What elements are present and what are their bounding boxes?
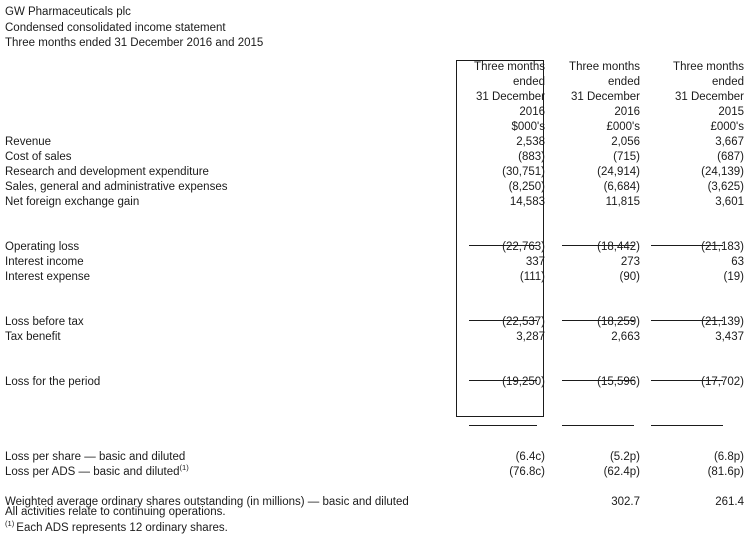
table-body xyxy=(5,135,744,510)
header-blank-1 xyxy=(5,60,456,75)
rule-line xyxy=(651,380,723,381)
spacer-cell xyxy=(5,435,456,450)
header-blank-4 xyxy=(5,105,456,120)
row-label-interest-income: Interest income xyxy=(5,256,84,268)
rule-line xyxy=(469,320,537,321)
row-value-tax-benefit-gbp-2016: 2,663 xyxy=(611,331,640,343)
spacer-cell xyxy=(640,435,744,450)
row-value-weighted-average-shares-gbp-2016: 302.7 xyxy=(611,496,640,508)
row-value-weighted-average-shares-gbp-2015: 261.4 xyxy=(715,496,744,508)
row-value-operating-loss-usd-2016: (22,763) xyxy=(502,241,545,253)
row-label-cost-of-sales: Cost of sales xyxy=(5,151,72,163)
row-value-revenue-gbp-2015: 3,667 xyxy=(715,136,744,148)
spacer-cell xyxy=(456,210,545,225)
row-value-operating-loss-gbp-2016: (18,442) xyxy=(597,241,640,253)
rule-blank xyxy=(5,360,456,375)
row-value-loss-per-ads-usd-2016: (76.8c) xyxy=(509,466,545,478)
row-value-loss-for-the-period-gbp-2015: (17,702) xyxy=(701,376,744,388)
spacer-cell xyxy=(545,435,640,450)
rule-gbp-2016 xyxy=(545,225,640,240)
spacer-cell xyxy=(5,285,456,300)
table-row xyxy=(5,195,744,210)
rule-line xyxy=(562,245,634,246)
table-row xyxy=(5,270,744,285)
row-value-tax-benefit-gbp-2015: 3,437 xyxy=(715,331,744,343)
statement-title: Condensed consolidated income statement xyxy=(5,21,226,34)
rule-usd-2016 xyxy=(456,360,545,375)
header-row-line1 xyxy=(5,60,744,75)
table-row xyxy=(5,450,744,465)
rule-blank xyxy=(5,225,456,240)
spacer-cell xyxy=(545,420,640,435)
rule-usd-2016 xyxy=(456,405,545,420)
spacer-row xyxy=(5,435,744,450)
rule-usd-2016 xyxy=(456,300,545,315)
spacer-cell xyxy=(456,285,545,300)
rule-line xyxy=(651,245,723,246)
spacer-cell xyxy=(545,345,640,360)
row-label-tax-benefit: Tax benefit xyxy=(5,331,61,343)
row-value-revenue-gbp-2016: 2,056 xyxy=(611,136,640,148)
row-value-interest-expense-gbp-2015: (19) xyxy=(723,271,744,283)
row-value-cost-of-sales-gbp-2015: (687) xyxy=(717,151,744,163)
statement-period: Three months ended 31 December 2016 and 2015 xyxy=(5,37,264,49)
row-label-revenue: Revenue xyxy=(5,136,52,148)
spacer-cell xyxy=(5,390,456,405)
row-value-weighted-average-shares-usd-2016 xyxy=(456,495,545,510)
spacer-cell xyxy=(456,435,545,450)
spacer-row xyxy=(5,390,744,405)
row-label-loss-before-tax: Loss before tax xyxy=(5,316,84,328)
header-gbp-2016-line1: Three months xyxy=(569,61,640,73)
rule-line xyxy=(469,425,537,426)
row-label-sga: Sales, general and administrative expenses xyxy=(5,181,228,193)
row-value-net-fx-gain-gbp-2015: 3,601 xyxy=(715,196,744,208)
header-blank-2 xyxy=(5,75,456,90)
document-header xyxy=(5,5,263,52)
subtotal-rule-loss-for-period-bottom xyxy=(5,405,744,420)
row-value-loss-per-share-usd-2016: (6.4c) xyxy=(515,451,545,463)
row-value-net-fx-gain-usd-2016: 14,583 xyxy=(509,196,545,208)
table-row xyxy=(5,135,744,150)
table-row xyxy=(5,330,744,345)
header-row-line3 xyxy=(5,90,744,105)
spacer-row xyxy=(5,480,744,495)
row-label-interest-expense: Interest expense xyxy=(5,271,91,283)
row-value-research-development-gbp-2015: (24,139) xyxy=(701,166,744,178)
spacer-cell xyxy=(456,480,545,495)
header-row-line2 xyxy=(5,75,744,90)
rule-line xyxy=(562,425,634,426)
spacer-row xyxy=(5,285,744,300)
rule-line xyxy=(562,320,634,321)
table-row xyxy=(5,255,744,270)
spacer-cell xyxy=(640,390,744,405)
spacer-cell xyxy=(456,390,545,405)
spacer-cell xyxy=(5,420,456,435)
table-row xyxy=(5,465,744,480)
row-value-sga-usd-2016: (8,250) xyxy=(508,181,545,193)
row-value-loss-per-ads-gbp-2015: (81.6p) xyxy=(707,466,744,478)
rule-gbp-2016 xyxy=(545,300,640,315)
row-value-sga-gbp-2016: (6,684) xyxy=(603,181,640,193)
spacer-cell xyxy=(5,345,456,360)
spacer-cell xyxy=(545,210,640,225)
footnotes-block xyxy=(5,505,228,536)
rule-line xyxy=(469,380,537,381)
spacer-cell xyxy=(545,390,640,405)
spacer-row xyxy=(5,345,744,360)
subtotal-rule-loss-before-tax xyxy=(5,300,744,315)
row-label-net-fx-gain: Net foreign exchange gain xyxy=(5,196,140,208)
spacer-cell xyxy=(545,480,640,495)
header-gbp-2016-line3: 31 December xyxy=(570,91,640,103)
row-label-loss-per-ads xyxy=(5,465,456,480)
table-row xyxy=(5,150,744,165)
table-row xyxy=(5,315,744,330)
row-value-sga-gbp-2015: (3,625) xyxy=(707,181,744,193)
row-value-interest-expense-gbp-2016: (90) xyxy=(619,271,640,283)
row-value-interest-expense-usd-2016: (111) xyxy=(519,271,545,283)
subtotal-rule-loss-for-period-top xyxy=(5,360,744,375)
header-blank-3 xyxy=(5,90,456,105)
footnote-ref-1: (1) xyxy=(179,463,189,473)
row-value-net-fx-gain-gbp-2016: 11,815 xyxy=(605,196,640,208)
rule-blank xyxy=(5,300,456,315)
header-gbp-2015-line1: Three months xyxy=(673,61,744,73)
header-row-units xyxy=(5,120,744,135)
rule-gbp-2016 xyxy=(545,405,640,420)
header-gbp-2016-unit: £000's xyxy=(606,121,640,133)
spacer-cell xyxy=(5,210,456,225)
table-row xyxy=(5,165,744,180)
header-gbp-2015-line3: 31 December xyxy=(674,91,744,103)
row-label-research-development: Research and development expenditure xyxy=(5,166,209,178)
rule-gbp-2015 xyxy=(640,360,744,375)
spacer-row xyxy=(5,420,744,435)
rule-gbp-2015 xyxy=(640,300,744,315)
header-usd-2016-year: 2016 xyxy=(519,106,545,118)
rule-line xyxy=(651,320,723,321)
spacer-cell xyxy=(640,480,744,495)
row-value-loss-per-share-gbp-2015: (6.8p) xyxy=(713,451,744,463)
table-row xyxy=(5,240,744,255)
row-label-weighted-average-shares: Weighted average ordinary shares outstanding (in millions) — basic and diluted xyxy=(5,496,409,508)
spacer-cell xyxy=(456,345,545,360)
row-label-operating-loss: Operating loss xyxy=(5,241,80,253)
spacer-cell xyxy=(640,420,744,435)
spacer-cell xyxy=(640,345,744,360)
row-value-loss-per-share-gbp-2016: (5.2p) xyxy=(609,451,640,463)
header-usd-2016-line2: ended xyxy=(513,76,545,88)
row-value-research-development-usd-2016: (30,751) xyxy=(502,166,545,178)
rule-blank xyxy=(5,405,456,420)
income-statement-table xyxy=(5,60,744,510)
row-value-revenue-usd-2016: 2,538 xyxy=(516,136,545,148)
spacer-cell xyxy=(456,420,545,435)
table-header xyxy=(5,60,744,135)
rule-usd-2016 xyxy=(456,225,545,240)
header-gbp-2015-line2: ended xyxy=(712,76,744,88)
header-usd-2016-line1: Three months xyxy=(474,61,545,73)
row-value-interest-income-usd-2016: 337 xyxy=(525,256,545,268)
footnote-continuing-operations: All activities relate to continuing operations. xyxy=(5,506,226,518)
rule-line xyxy=(469,245,537,246)
header-usd-2016-unit: $000's xyxy=(511,121,545,133)
row-value-interest-income-gbp-2015: 63 xyxy=(731,256,744,268)
row-value-tax-benefit-usd-2016: 3,287 xyxy=(516,331,545,343)
footnote-ads-definition xyxy=(5,518,228,537)
footnote-marker-1: (1) xyxy=(5,518,15,528)
header-blank-5 xyxy=(5,120,456,135)
row-label-loss-per-ads-text: Loss per ADS — basic and diluted xyxy=(5,466,180,478)
header-gbp-2015-year: 2015 xyxy=(718,106,744,118)
row-label-loss-for-the-period: Loss for the period xyxy=(5,376,101,388)
header-row-line4 xyxy=(5,105,744,120)
rule-gbp-2015 xyxy=(640,225,744,240)
header-usd-2016-line3: 31 December xyxy=(475,91,545,103)
row-value-cost-of-sales-gbp-2016: (715) xyxy=(613,151,640,163)
table-row xyxy=(5,375,744,390)
row-value-interest-income-gbp-2016: 273 xyxy=(620,256,640,268)
rule-gbp-2016 xyxy=(545,360,640,375)
spacer-cell xyxy=(640,210,744,225)
row-value-loss-before-tax-gbp-2015: (21,139) xyxy=(701,316,744,328)
row-value-loss-before-tax-gbp-2016: (18,259) xyxy=(597,316,640,328)
spacer-cell xyxy=(5,480,456,495)
row-value-cost-of-sales-usd-2016: (883) xyxy=(518,151,545,163)
spacer-row xyxy=(5,210,744,225)
row-value-loss-per-ads-gbp-2016: (62.4p) xyxy=(603,466,640,478)
row-value-loss-before-tax-usd-2016: (22,537) xyxy=(502,316,545,328)
table-row xyxy=(5,180,744,195)
rule-line xyxy=(651,425,723,426)
row-value-loss-for-the-period-gbp-2016: (15,596) xyxy=(597,376,640,388)
company-name: GW Pharmaceuticals plc xyxy=(5,6,131,18)
subtotal-rule-operating-loss xyxy=(5,225,744,240)
row-value-loss-for-the-period-usd-2016: (19,250) xyxy=(502,376,545,388)
rule-line xyxy=(562,380,634,381)
row-value-research-development-gbp-2016: (24,914) xyxy=(597,166,640,178)
header-gbp-2016-year: 2016 xyxy=(614,106,640,118)
row-value-operating-loss-gbp-2015: (21,183) xyxy=(701,241,744,253)
spacer-cell xyxy=(640,285,744,300)
footnote-ads-text: Each ADS represents 12 ordinary shares. xyxy=(16,521,228,534)
header-gbp-2015-unit: £000's xyxy=(710,121,744,133)
row-label-loss-per-share: Loss per share — basic and diluted xyxy=(5,451,186,463)
rule-gbp-2015 xyxy=(640,405,744,420)
spacer-cell xyxy=(545,285,640,300)
header-gbp-2016-line2: ended xyxy=(608,76,640,88)
